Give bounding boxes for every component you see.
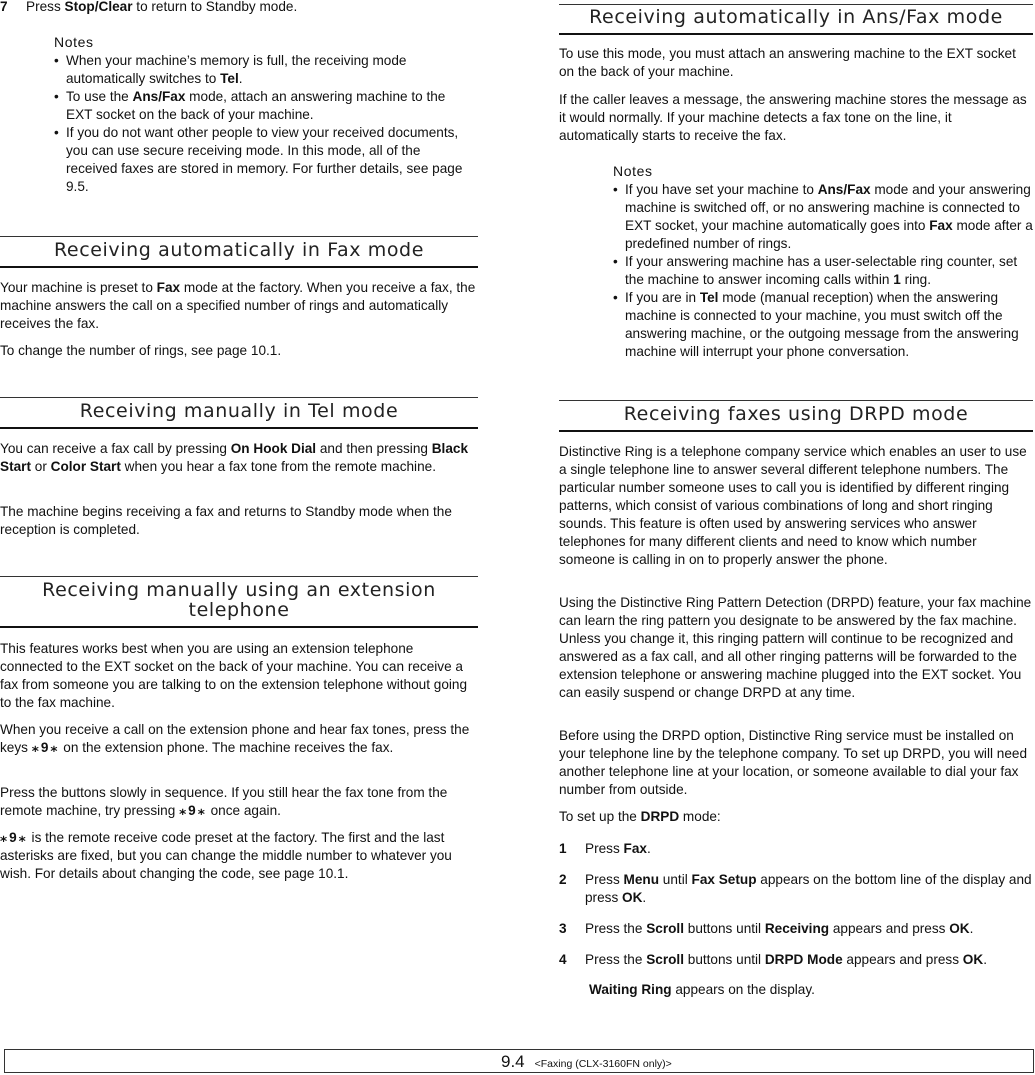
section-rule bbox=[559, 430, 1033, 432]
page-number: 9.4 bbox=[501, 1052, 525, 1071]
step-number: 3 bbox=[559, 921, 567, 936]
step-1 bbox=[559, 840, 1033, 858]
step-number: 2 bbox=[559, 872, 567, 887]
section-title-fax-mode: Receiving automatically in Fax mode bbox=[53, 239, 425, 261]
step-text: Press Fax. bbox=[585, 841, 651, 856]
note-item: • To use the Ans/Fax mode, attach an answering machine to the EXT socket on the back of your machine. bbox=[54, 88, 474, 124]
step-number: 7 bbox=[0, 0, 8, 14]
section-rule bbox=[0, 236, 478, 237]
notes-block bbox=[54, 33, 474, 196]
paragraph: This features works best when you are using an extension telephone connected to the EXT socket on the back of your machine. You can receive a fax from someone you are talking to on the extension telephone without going to the fax machine. bbox=[0, 641, 468, 710]
step-7 bbox=[0, 0, 470, 16]
paragraph: Distinctive Ring is a telephone company service which enables an user to use a single telephone line to answer several different telephone numbers. The particular number someone uses to call you is identified by different ringing patterns, which consist of various combinations of long and short ringing sounds. This feature is often used by answering services who answer telephones for many different clients and need to know which number someone is calling in on to properly answer the phone. bbox=[559, 444, 1027, 567]
paragraph: Your machine is preset to Fax mode at the factory. When you receive a fax, the machine answers the call on a specified number of rings and automatically receives the fax. bbox=[0, 280, 476, 331]
paragraph: If the caller leaves a message, the answering machine stores the message as it would normally. If your machine detects a fax tone on the line, it automatically starts to receive the fax. bbox=[559, 92, 1027, 143]
note-item: • If you do not want other people to view your received documents, you can use secure receiving mode. In this mode, all of the received faxes are stored in memory. For further details, see page 9.5. bbox=[54, 124, 474, 196]
step-4 bbox=[559, 951, 1033, 969]
section-rule bbox=[0, 266, 478, 268]
section-title-ans-fax-mode: Receiving automatically in Ans/Fax mode bbox=[589, 6, 1003, 28]
paragraph: When you receive a call on the extension phone and hear fax tones, press the keys ⁎9⁎ on the extension phone. The machine receives the fax. bbox=[0, 722, 470, 755]
step-text: Press Stop/Clear to return to Standby mode. bbox=[26, 0, 298, 14]
step-3 bbox=[559, 920, 1033, 938]
section-rule bbox=[559, 400, 1033, 401]
section-rule bbox=[559, 4, 1033, 5]
section-rule bbox=[0, 576, 478, 577]
note-item: • When your machine’s memory is full, the receiving mode automatically switches to Tel. bbox=[54, 52, 474, 88]
section-rule bbox=[559, 33, 1033, 35]
paragraph: The machine begins receiving a fax and returns to Standby mode when the reception is completed. bbox=[0, 504, 452, 537]
notes-title: Notes bbox=[54, 34, 94, 50]
paragraph: Using the Distinctive Ring Pattern Detection (DRPD) feature, your fax machine can learn the ring pattern you designate to be answered by the fax machine. Unless you change it, this ringing pattern will continue to be recognized and answered as a fax call, and all other ringing patterns will be forwarded to the extension telephone or answering machine plugged into the EXT socket. You can easily suspend or change DRPD at any time. bbox=[559, 595, 1032, 700]
paragraph: ⁎9⁎ is the remote receive code preset at the factory. The first and the last asterisks are fixed, but you can change the middle number to whatever you wish. For details about changing the code, see page 10.1. bbox=[0, 830, 452, 881]
section-title-drpd-mode: Receiving faxes using DRPD mode bbox=[623, 403, 969, 425]
note-item: • If your answering machine has a user-selectable ring counter, set the machine to answer incoming calls within 1 ring. bbox=[613, 253, 1033, 289]
chapter-label: <Faxing (CLX-3160FN only)> bbox=[534, 1058, 672, 1070]
step-4-result: Waiting Ring appears on the display. bbox=[589, 982, 815, 997]
note-item: • If you have set your machine to Ans/Fax mode and your answering machine is switched off, or no answering machine is connected to EXT socket, your machine automatically goes into Fax mode after a predefined number of rings. bbox=[613, 181, 1033, 253]
paragraph: Press the buttons slowly in sequence. If you still hear the fax tone from the remote machine, try pressing ⁎9⁎ once again. bbox=[0, 785, 448, 818]
paragraph: To use this mode, you must attach an answering machine to the EXT socket on the back of your machine. bbox=[559, 46, 1016, 79]
paragraph: Before using the DRPD option, Distinctive Ring service must be installed on your telephone line by the telephone company. To set up DRPD, you will need another telephone line at your location, or someone available to dial your fax number from outside. bbox=[559, 728, 1028, 797]
step-text: Press Menu until Fax Setup appears on the bottom line of the display and press OK. bbox=[585, 872, 1032, 905]
step-2 bbox=[559, 871, 1033, 907]
notes-block bbox=[613, 162, 1033, 361]
section-rule bbox=[0, 427, 478, 429]
step-text: Press the Scroll buttons until DRPD Mode appears and press OK. bbox=[585, 952, 987, 967]
step-number: 4 bbox=[559, 952, 567, 967]
footer bbox=[501, 1053, 672, 1073]
remote-code: ⁎9⁎ bbox=[31, 740, 60, 755]
section-rule bbox=[0, 397, 478, 398]
paragraph: To set up the DRPD mode: bbox=[559, 809, 721, 824]
remote-code: ⁎9⁎ bbox=[0, 830, 28, 845]
step-text: Press the Scroll buttons until Receiving appears and press OK. bbox=[585, 921, 974, 936]
note-item: • If you are in Tel mode (manual reception) when the answering machine is connected to your machine, you must switch off the answering machine, or the outgoing message from the answering machine will interrupt your phone conversation. bbox=[613, 289, 1033, 361]
section-rule bbox=[0, 626, 478, 628]
paragraph: You can receive a fax call by pressing On Hook Dial and then pressing Black Start or Color Start when you hear a fax tone from the remote machine. bbox=[0, 441, 469, 474]
step-number: 1 bbox=[559, 841, 567, 856]
remote-code: ⁎9⁎ bbox=[179, 803, 207, 818]
notes-title: Notes bbox=[613, 163, 653, 179]
section-title-extension-telephone: Receiving manually using an extension telephone bbox=[42, 579, 436, 621]
section-title-tel-mode: Receiving manually in Tel mode bbox=[79, 400, 399, 422]
paragraph: To change the number of rings, see page 10.1. bbox=[0, 343, 282, 358]
